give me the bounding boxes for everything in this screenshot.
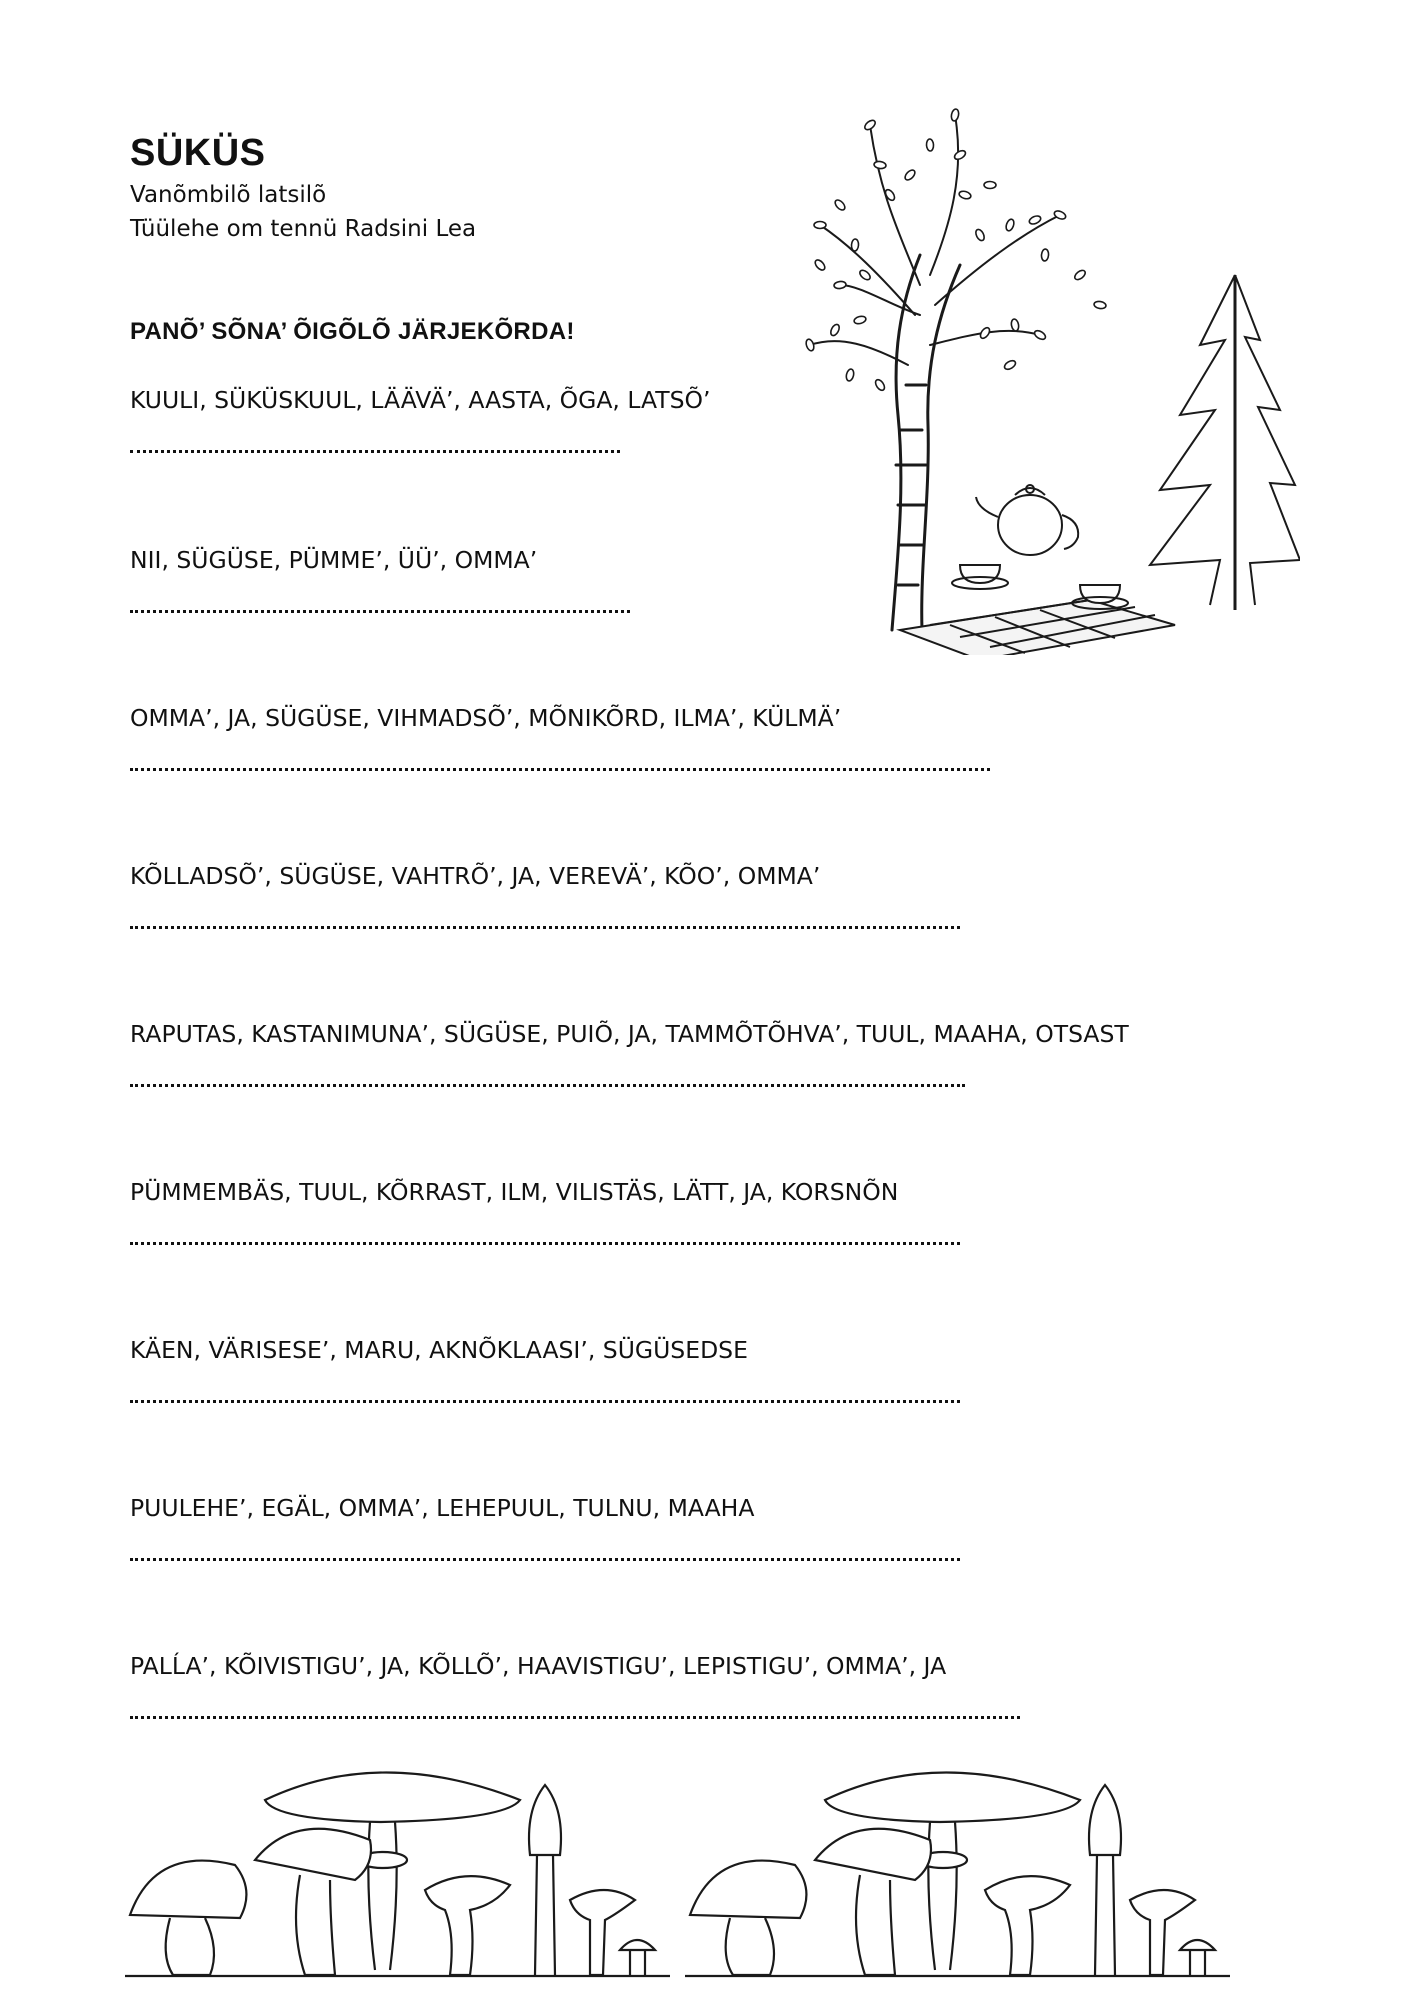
birch-leaf [1053, 209, 1067, 220]
birch-leaf [1003, 359, 1017, 371]
sentence-prompt-4: KÕLLADSÕ’, SÜGÜSE, VAHTRÕ’, JA, VEREVÄ’, KÕO’, OMMA’ [130, 862, 821, 890]
birch-leaf [813, 258, 826, 272]
birch-leaf [1028, 214, 1042, 225]
birch-leaf [1005, 218, 1016, 232]
birch-leaf [974, 228, 986, 242]
birch-leaf [863, 119, 877, 132]
answer-line-5[interactable] [130, 1080, 965, 1087]
birch-leaf [958, 190, 971, 200]
birch-leaf [814, 222, 826, 229]
birch-leaf [950, 108, 959, 121]
birch-leaf [1094, 301, 1107, 310]
birch-leaf [829, 323, 841, 337]
birch-spruce-tea-picnic-illustration [780, 85, 1300, 655]
birch-leaf [903, 168, 916, 181]
birch-leaf [874, 378, 887, 392]
birch-leaf [953, 149, 967, 161]
birch-leaf [1033, 329, 1047, 341]
worksheet-subtitle: Vanõmbilõ latsilõ [130, 182, 327, 208]
birch-leaf [1073, 269, 1087, 282]
answer-line-8[interactable] [130, 1554, 960, 1561]
sentence-prompt-7: KÄEN, VÄRISESE’, MARU, AKNÕKLAASI’, SÜGÜSEDSE [130, 1336, 748, 1364]
birch-leaf [1010, 318, 1019, 331]
worksheet-title: SÜKÜS [130, 132, 266, 174]
answer-line-3[interactable] [130, 764, 990, 771]
sentence-prompt-5: RAPUTAS, KASTANIMUNA’, SÜGÜSE, PUIÕ, JA, TAMMÕTÕHVA’, TUUL, MAAHA, OTSAST [130, 1020, 1129, 1048]
birch-leaf [926, 139, 934, 151]
birch-leaf [884, 188, 897, 202]
birch-leaf [833, 198, 846, 212]
birch-leaf [984, 181, 996, 188]
mushroom-border-illustration [125, 1740, 1235, 1980]
birch-leaf [834, 281, 847, 289]
instruction-heading: PANÕ’ SÕNA’ ÕIGÕLÕ JÄRJEKÕRDA! [130, 318, 575, 345]
sentence-prompt-1: KUULI, SÜKÜSKUUL, LÄÄVÄ’, AASTA, ÕGA, LATSÕ’ [130, 386, 711, 414]
birch-leaf [979, 326, 992, 340]
birch-leaf [1041, 249, 1049, 262]
birch-leaf [858, 268, 872, 281]
birch-leaf [851, 239, 859, 251]
sentence-prompt-8: PUULEHE’, EGÄL, OMMA’, LEHEPUUL, TULNU, MAAHA [130, 1494, 755, 1522]
worksheet-author: Tüülehe om tennü Radsini Lea [130, 216, 477, 242]
birch-leaf [874, 161, 887, 170]
answer-line-9[interactable] [130, 1712, 1020, 1719]
sentence-prompt-3: OMMA’, JA, SÜGÜSE, VIHMADSÕ’, MÕNIKÕRD, ILMA’, KÜLMÄ’ [130, 704, 842, 732]
sentence-prompt-2: NII, SÜGÜSE, PÜMME’, ÜÜ’, OMMA’ [130, 546, 538, 574]
answer-line-1[interactable] [130, 446, 620, 453]
sentence-prompt-9: PALĹA’, KÕIVISTIGU’, JA, KÕLLÕ’, HAAVISTIGU’, LEPISTIGU’, OMMA’, JA [130, 1652, 947, 1680]
answer-line-4[interactable] [130, 922, 960, 929]
sentence-prompt-6: PÜMMEMBÄS, TUUL, KÕRRAST, ILM, VILISTÄS, LÄTT, JA, KORSNÕN [130, 1178, 899, 1206]
birch-leaf [853, 315, 866, 325]
birch-leaf [845, 368, 855, 381]
birch-leaf [805, 338, 816, 352]
answer-line-6[interactable] [130, 1238, 960, 1245]
answer-line-2[interactable] [130, 606, 630, 613]
answer-line-7[interactable] [130, 1396, 960, 1403]
